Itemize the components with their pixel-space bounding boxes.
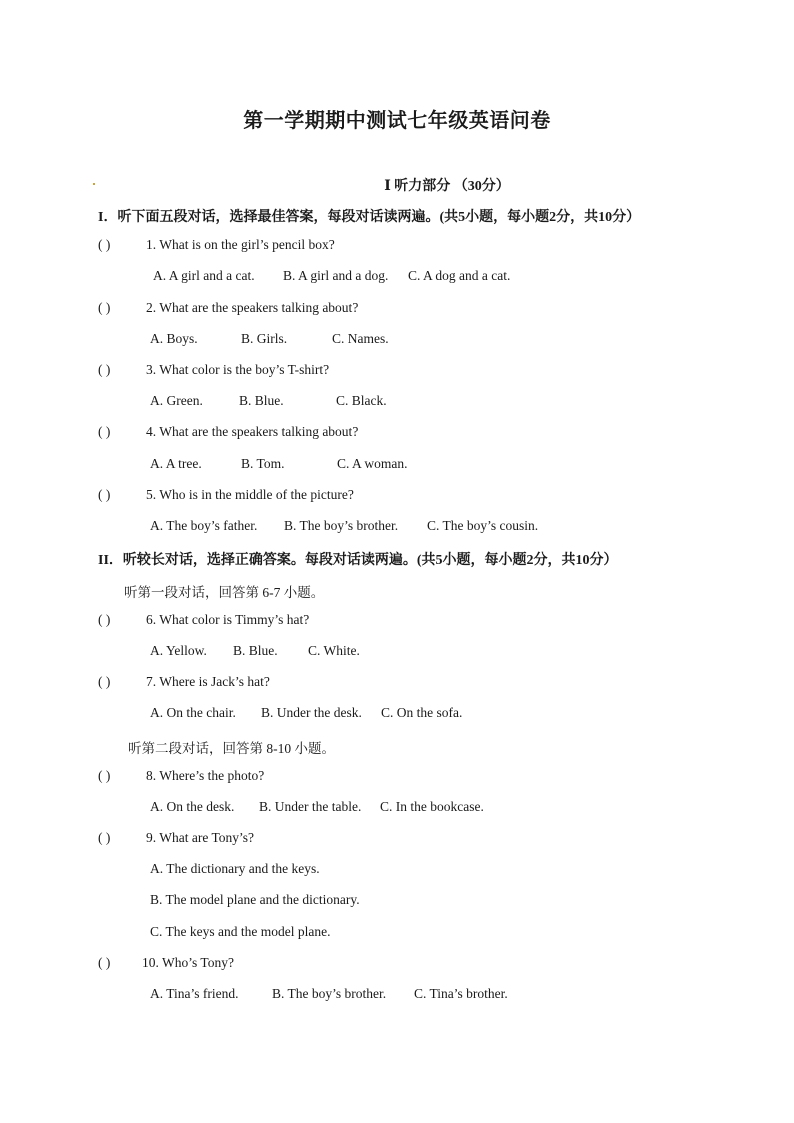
question-10 <box>98 955 234 971</box>
option-b: B. Under the table. <box>259 799 362 814</box>
option-a: A. Green. <box>150 393 203 408</box>
question-2 <box>98 300 358 316</box>
answer-blank: ( ) <box>98 768 111 783</box>
question-number: 6. <box>146 612 157 627</box>
option-a: A. The boy’s father. <box>150 518 258 533</box>
question-text: What color is the boy’s T-shirt? <box>159 362 330 377</box>
question-number: 1. <box>146 237 157 252</box>
question-text: Where is Jack’s hat? <box>159 674 270 689</box>
option-a-line: A. The dictionary and the keys. <box>150 861 320 876</box>
question-number: 4. <box>146 424 157 439</box>
option-b-line: B. The model plane and the dictionary. <box>150 892 360 907</box>
answer-blank: ( ) <box>98 362 111 377</box>
question-number: 7. <box>146 674 157 689</box>
question-number: 10. <box>142 955 159 970</box>
option-b: B. Tom. <box>241 456 285 471</box>
options-2 <box>150 331 389 347</box>
question-text: Who is in the middle of the picture? <box>159 487 354 502</box>
question-text: What are the speakers talking about? <box>159 300 359 315</box>
page-title: 第一学期期中测试七年级英语问卷 <box>243 110 551 132</box>
question-number: 3. <box>146 362 157 377</box>
question-5 <box>98 487 354 503</box>
option-a: A. On the chair. <box>150 705 236 720</box>
part1-heading: I．听下面五段对话，选择最佳答案，每段对话读两遍。(共5小题，每小题2分，共10分） <box>98 210 641 225</box>
option-a: A. Boys. <box>150 331 198 346</box>
option-b: B. Girls. <box>241 331 288 346</box>
part2-heading: II．听较长对话，选择正确答案。每段对话读两遍。(共5小题，每小题2分，共10分） <box>98 553 618 568</box>
option-b: B. Blue. <box>233 643 278 658</box>
option-a: A. A tree. <box>150 456 202 471</box>
option-b: B. The boy’s brother. <box>284 518 399 533</box>
option-a: A. A girl and a cat. <box>153 268 255 283</box>
question-number: 2. <box>146 300 157 315</box>
answer-blank: ( ) <box>98 830 111 845</box>
question-1 <box>98 237 335 253</box>
instruction-dialogue-1: 听第一段对话，回答第 6-7 小题。 <box>124 585 325 600</box>
question-8 <box>98 768 264 784</box>
option-c: C. In the bookcase. <box>380 799 484 814</box>
options-6 <box>150 643 360 659</box>
options-3 <box>150 393 387 409</box>
options-5 <box>150 518 538 534</box>
option-c: C. Tina’s brother. <box>414 986 508 1001</box>
option-b: B. A girl and a dog. <box>283 268 389 283</box>
option-c: C. White. <box>308 643 360 658</box>
option-c: C. A woman. <box>337 456 408 471</box>
option-b: B. Under the desk. <box>261 705 362 720</box>
options-7 <box>150 705 462 721</box>
option-b: B. Blue. <box>239 393 284 408</box>
answer-blank: ( ) <box>98 674 111 689</box>
question-3 <box>98 362 329 378</box>
option-c: C. The boy’s cousin. <box>427 518 539 533</box>
options-10 <box>150 986 508 1002</box>
question-6 <box>98 612 309 628</box>
options-1 <box>153 268 510 284</box>
question-text: What is on the girl’s pencil box? <box>159 237 335 252</box>
answer-blank: ( ) <box>98 237 111 252</box>
answer-blank: ( ) <box>98 424 111 439</box>
question-text: Who’s Tony? <box>162 955 234 970</box>
options-4 <box>150 456 408 472</box>
answer-blank: ( ) <box>98 487 111 502</box>
options-8 <box>150 799 484 815</box>
question-7 <box>98 674 270 690</box>
option-a: A. Yellow. <box>150 643 207 658</box>
question-text: What color is Timmy’s hat? <box>159 612 310 627</box>
option-c: C. Black. <box>336 393 387 408</box>
question-number: 8. <box>146 768 157 783</box>
option-b: B. The boy’s brother. <box>272 986 387 1001</box>
answer-blank: ( ) <box>98 955 111 970</box>
instruction-dialogue-2: 听第二段对话，回答第 8-10 小题。 <box>128 741 335 756</box>
question-9 <box>98 830 254 846</box>
option-c-line: C. The keys and the model plane. <box>150 924 331 939</box>
option-a: A. Tina’s friend. <box>150 986 239 1001</box>
answer-blank: ( ) <box>98 612 111 627</box>
question-4 <box>98 424 358 440</box>
question-number: 5. <box>146 487 157 502</box>
question-text: What are Tony’s? <box>159 830 255 845</box>
answer-blank: ( ) <box>98 300 111 315</box>
option-c: C. On the sofa. <box>381 705 463 720</box>
option-c: C. Names. <box>332 331 389 346</box>
question-text: Where’s the photo? <box>159 768 265 783</box>
option-c: C. A dog and a cat. <box>408 268 511 283</box>
question-text: What are the speakers talking about? <box>159 424 359 439</box>
section-heading: Ⅰ 听力部分 （30分） <box>384 179 510 194</box>
question-number: 9. <box>146 830 157 845</box>
option-a: A. On the desk. <box>150 799 235 814</box>
